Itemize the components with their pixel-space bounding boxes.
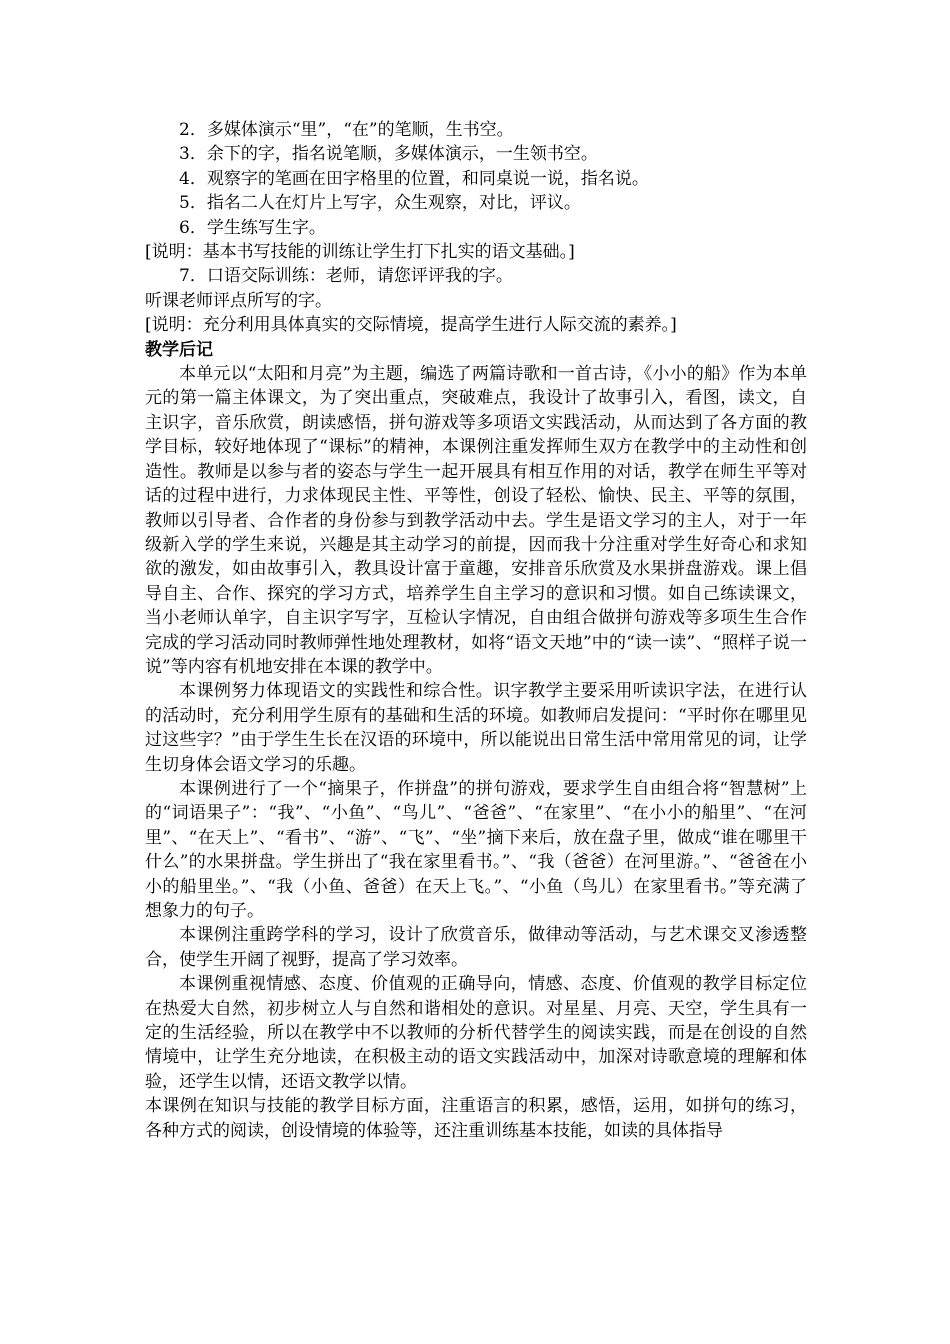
afterword-paragraph-5: 本课例重视情感、态度、价值观的正确导向，情感、态度、价值观的教学目标定位在热爱大自然，初步树立人与自然和谐相处的意识。对星星、月亮、天空，学生具有一定的生活经验，所以在教学中不以教师的分析代替学生的阅读实践，而是在创设的自然情境中，让学生充分地读，在积极主动的语文实践活动中，加深对诗歌意境的理解和体验，还学生以情，还语文教学以情。 xyxy=(145,974,807,1092)
teacher-comment: 听课老师评点所写的字。 xyxy=(145,290,332,311)
afterword-heading: 教学后记 xyxy=(145,339,213,360)
note-1: [说明：基本书写技能的训练让学生打下扎实的语文基础。] xyxy=(145,242,575,263)
note-2: [说明：充分利用具体真实的交际情境，提高学生进行人际交流的素养。] xyxy=(145,315,677,336)
afterword-paragraph-1: 本单元以“太阳和月亮”为主题，编选了两篇诗歌和一首古诗，《小小的船》作为本单元的第一篇主体课文，为了突出重点，突破难点，我设计了故事引入，看图，读文，自主识字，音乐欣赏，朗读感悟，拼句游戏等多项语文实践活动，从而达到了各方面的教学目标，较好地体现了“课标”的精神，本课例注重发挥师生双方在教学中的主动性和创造性。教师是以参与者的姿态与学生一起开展具有相互作用的对话，教学在师生平等对话的过程中进行，力求体现民主性、平等性，创设了轻松、愉快、民主、平等的氛围，教师以引导者、合作者的身份参与到教学活动中去。学生是语文学习的主人，对于一年级新入学的学生来说，兴趣是其主动学习的前提，因而我十分注重对学生好奇心和求知欲的激发，如由故事引入，教具设计富于童趣，安排音乐欣赏及水果拼盘游戏。课上倡导自主、合作、探究的学习方式，培养学生自主学习的意识和习惯。如自己练读课文，当小老师认单字，自主识字写字，互检认字情况，自由组合做拼句游戏等多项生生合作完成的学习活动同时教师弹性地处理教材，如将“语文天地”中的“读一读”、“照样子说一说”等内容有机地安排在本课的教学中。 xyxy=(145,364,807,677)
step-6: 6．学生练写生字。 xyxy=(145,217,326,238)
step-7: 7．口语交际训练：老师，请您评评我的字。 xyxy=(145,266,513,287)
step-4: 4．观察字的笔画在田字格里的位置，和同桌说一说，指名说。 xyxy=(145,168,649,189)
afterword-paragraph-2: 本课例努力体现语文的实践性和综合性。识字教学主要采用听读识字法，在进行认的活动时，充分利用学生原有的基础和生活的环境。如教师启发提问：“平时你在哪里见过这些字？”由于学生生长在汉语的环境中，所以能说出日常生活中常用常见的词，让学生切身体会语文学习的乐趣。 xyxy=(145,681,807,775)
afterword-paragraph-3: 本课例进行了一个“摘果子，作拼盘”的拼句游戏，要求学生自由组合将“智慧树”上的“词语果子”：“我”、“小鱼”、“鸟儿”、“爸爸”、“在家里”、“在小小的船里”、“在河里”、“在天上”、“看书”、“游”、“飞”、“坐”摘下来后，放在盘子里，做成“谁在哪里干什么”的水果拼盘。学生拼出了“我在家里看书。”、“我（爸爸）在河里游。”、“爸爸在小小的船里坐。”、“我（小鱼、爸爸）在天上飞。”、“小鱼（鸟儿）在家里看书。”等充满了想象力的句子。 xyxy=(145,778,807,921)
step-5: 5．指名二人在灯片上写字，众生观察，对比，评议。 xyxy=(145,193,581,214)
afterword-paragraph-4: 本课例注重跨学科的学习，设计了欣赏音乐，做律动等活动，与艺术课交叉渗透整合，使学生开阔了视野，提高了学习效率。 xyxy=(145,925,807,970)
step-3: 3．余下的字，指名说笔顺，多媒体演示，一生领书空。 xyxy=(145,144,598,165)
document-body xyxy=(145,118,807,1143)
afterword-paragraph-6: 本课例在知识与技能的教学目标方面，注重语言的积累，感悟，运用，如拼句的练习，各种方式的阅读，创设情境的体验等，还注重训练基本技能，如读的具体指导 xyxy=(145,1096,807,1141)
step-2: 2．多媒体演示“里”，“在”的笔顺，生书空。 xyxy=(145,120,514,140)
